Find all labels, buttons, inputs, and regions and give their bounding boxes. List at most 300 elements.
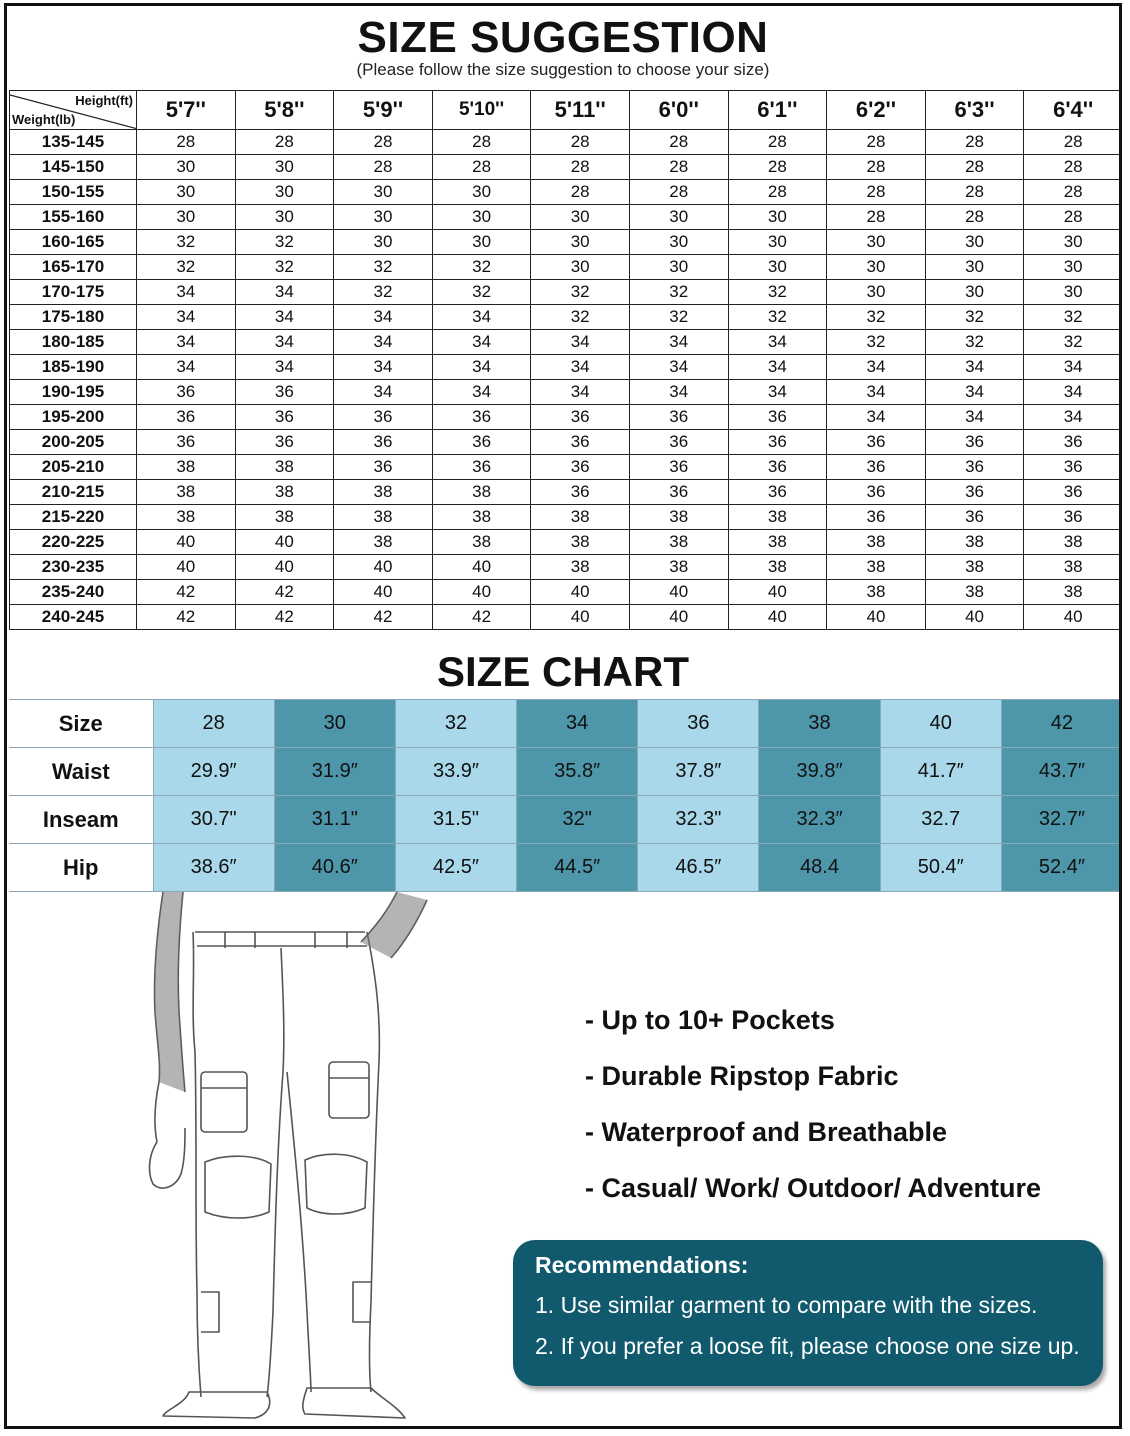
weight-range-cell: 165-170 (10, 255, 137, 280)
size-cell: 40 (334, 555, 433, 580)
weight-row (10, 455, 1123, 480)
weight-range-cell: 150-155 (10, 180, 137, 205)
size-cell: 40 (235, 555, 334, 580)
height-header: 5'7'' (137, 91, 236, 130)
weight-range-cell: 220-225 (10, 530, 137, 555)
weight-range-cell: 160-165 (10, 230, 137, 255)
size-cell: 36 (137, 380, 236, 405)
chart-value-cell: 41.7″ (880, 748, 1001, 796)
weight-row (10, 205, 1123, 230)
size-cell: 30 (531, 205, 630, 230)
size-cell: 36 (1024, 505, 1122, 530)
size-cell: 30 (334, 230, 433, 255)
weight-range-cell: 200-205 (10, 430, 137, 455)
size-cell: 42 (235, 580, 334, 605)
size-cell: 40 (728, 580, 827, 605)
chart-value-cell: 50.4″ (880, 844, 1001, 892)
recommendations-title: Recommendations: (535, 1252, 749, 1278)
size-cell: 28 (827, 205, 926, 230)
size-cell: 32 (531, 305, 630, 330)
size-cell: 30 (531, 255, 630, 280)
size-cell: 38 (629, 555, 728, 580)
size-cell: 36 (531, 405, 630, 430)
weight-row (10, 330, 1123, 355)
weight-range-cell: 190-195 (10, 380, 137, 405)
height-axis-label: Height(ft) (75, 93, 133, 108)
size-cell: 34 (827, 355, 926, 380)
height-header: 6'3'' (925, 91, 1024, 130)
size-cell: 30 (728, 205, 827, 230)
chart-value-cell: 38 (759, 700, 880, 748)
size-cell: 34 (334, 305, 433, 330)
size-cell: 30 (334, 205, 433, 230)
size-cell: 28 (728, 155, 827, 180)
size-cell: 32 (827, 330, 926, 355)
height-header: 6'4'' (1024, 91, 1122, 130)
size-suggestion-table (9, 90, 1122, 630)
size-cell: 28 (334, 155, 433, 180)
height-header: 5'10'' (432, 91, 531, 130)
chart-value-cell: 38.6″ (153, 844, 274, 892)
size-cell: 32 (827, 305, 926, 330)
weight-range-cell: 230-235 (10, 555, 137, 580)
size-cell: 36 (137, 405, 236, 430)
feature-item: - Up to 10+ Pockets (585, 1005, 835, 1035)
size-cell: 28 (925, 205, 1024, 230)
size-cell: 34 (235, 330, 334, 355)
size-cell: 38 (925, 530, 1024, 555)
weight-row (10, 555, 1123, 580)
size-cell: 38 (235, 505, 334, 530)
size-cell: 28 (531, 155, 630, 180)
feature-item: - Casual/ Work/ Outdoor/ Adventure (585, 1173, 1042, 1203)
chart-value-cell: 42.5″ (395, 844, 516, 892)
weight-row (10, 130, 1123, 155)
size-cell: 30 (432, 230, 531, 255)
size-cell: 40 (827, 605, 926, 630)
chart-row-label: Hip (9, 844, 153, 892)
size-cell: 32 (629, 280, 728, 305)
size-cell: 30 (137, 155, 236, 180)
size-cell: 40 (137, 555, 236, 580)
size-cell: 34 (137, 330, 236, 355)
size-cell: 40 (137, 530, 236, 555)
size-cell: 34 (137, 355, 236, 380)
size-cell: 28 (728, 180, 827, 205)
size-cell: 36 (629, 405, 728, 430)
recommendations-box (513, 1240, 1103, 1386)
size-cell: 30 (235, 205, 334, 230)
size-cell: 34 (334, 330, 433, 355)
size-cell: 32 (334, 280, 433, 305)
weight-range-cell: 215-220 (10, 505, 137, 530)
size-suggestion-title: SIZE SUGGESTION (357, 13, 769, 62)
size-cell: 32 (925, 330, 1024, 355)
size-cell: 30 (235, 155, 334, 180)
size-cell: 36 (1024, 430, 1122, 455)
chart-value-cell: 29.9″ (153, 748, 274, 796)
size-cell: 36 (629, 480, 728, 505)
size-cell: 36 (925, 455, 1024, 480)
chart-value-cell: 28 (153, 700, 274, 748)
chart-row-label: Size (9, 700, 153, 748)
size-cell: 28 (1024, 130, 1122, 155)
size-cell: 30 (827, 255, 926, 280)
chart-row-label: Waist (9, 748, 153, 796)
size-cell: 34 (1024, 405, 1122, 430)
size-cell: 28 (629, 180, 728, 205)
size-cell: 42 (235, 605, 334, 630)
size-cell: 38 (235, 480, 334, 505)
chart-value-cell: 33.9″ (395, 748, 516, 796)
size-cell: 30 (925, 230, 1024, 255)
weight-row (10, 530, 1123, 555)
size-cell: 30 (827, 230, 926, 255)
size-cell: 34 (629, 380, 728, 405)
size-cell: 34 (235, 280, 334, 305)
size-cell: 42 (334, 605, 433, 630)
recommendation-line: 1. Use similar garment to compare with the sizes. (535, 1292, 1038, 1318)
size-cell: 30 (1024, 280, 1122, 305)
size-cell: 38 (235, 455, 334, 480)
size-cell: 32 (728, 280, 827, 305)
size-cell: 38 (1024, 580, 1122, 605)
size-cell: 38 (334, 505, 433, 530)
chart-value-cell: 32" (517, 796, 638, 844)
size-cell: 30 (728, 255, 827, 280)
size-cell: 30 (925, 255, 1024, 280)
size-cell: 28 (1024, 205, 1122, 230)
chart-value-cell: 31.1" (274, 796, 395, 844)
size-cell: 40 (925, 605, 1024, 630)
size-cell: 34 (137, 305, 236, 330)
weight-range-cell: 135-145 (10, 130, 137, 155)
size-cell: 36 (925, 430, 1024, 455)
chart-value-cell: 48.4 (759, 844, 880, 892)
chart-value-cell: 46.5″ (638, 844, 759, 892)
model-sketch (135, 892, 435, 1422)
size-cell: 36 (432, 405, 531, 430)
size-cell: 34 (925, 355, 1024, 380)
size-cell: 38 (531, 505, 630, 530)
size-cell: 36 (629, 430, 728, 455)
size-cell: 28 (1024, 155, 1122, 180)
size-cell: 36 (235, 380, 334, 405)
height-header: 5'8'' (235, 91, 334, 130)
size-cell: 38 (925, 580, 1024, 605)
size-cell: 38 (925, 555, 1024, 580)
size-cell: 38 (432, 505, 531, 530)
size-cell: 32 (728, 305, 827, 330)
pants-model-illustration (135, 892, 435, 1422)
size-cell: 30 (629, 255, 728, 280)
chart-value-cell: 37.8″ (638, 748, 759, 796)
feature-item: - Durable Ripstop Fabric (585, 1061, 899, 1091)
size-cell: 34 (827, 405, 926, 430)
weight-row (10, 280, 1123, 305)
size-cell: 28 (827, 180, 926, 205)
size-cell: 34 (137, 280, 236, 305)
size-cell: 36 (925, 480, 1024, 505)
size-cell: 36 (235, 430, 334, 455)
size-cell: 28 (827, 130, 926, 155)
size-cell: 38 (334, 530, 433, 555)
size-cell: 32 (629, 305, 728, 330)
size-cell: 38 (531, 530, 630, 555)
size-cell: 36 (827, 455, 926, 480)
size-cell: 36 (827, 480, 926, 505)
size-cell: 38 (432, 530, 531, 555)
size-cell: 34 (1024, 355, 1122, 380)
size-cell: 30 (1024, 255, 1122, 280)
size-cell: 28 (629, 130, 728, 155)
size-cell: 28 (531, 130, 630, 155)
size-cell: 42 (137, 605, 236, 630)
size-cell: 32 (1024, 305, 1122, 330)
size-cell: 42 (137, 580, 236, 605)
size-cell: 30 (629, 230, 728, 255)
size-cell: 34 (531, 330, 630, 355)
size-cell: 38 (137, 505, 236, 530)
size-cell: 38 (629, 505, 728, 530)
weight-row (10, 155, 1123, 180)
size-cell: 36 (531, 430, 630, 455)
chart-value-cell: 31.5" (395, 796, 516, 844)
size-cell: 28 (728, 130, 827, 155)
chart-value-cell: 30.7" (153, 796, 274, 844)
size-cell: 38 (827, 530, 926, 555)
size-cell: 32 (1024, 330, 1122, 355)
size-cell: 34 (432, 330, 531, 355)
size-cell: 34 (728, 380, 827, 405)
size-cell: 36 (432, 430, 531, 455)
size-cell: 36 (531, 480, 630, 505)
size-cell: 36 (334, 405, 433, 430)
weight-range-cell: 195-200 (10, 405, 137, 430)
size-cell: 34 (728, 330, 827, 355)
size-cell: 40 (1024, 605, 1122, 630)
size-cell: 40 (629, 605, 728, 630)
size-cell: 36 (432, 455, 531, 480)
size-cell: 32 (137, 255, 236, 280)
size-cell: 40 (629, 580, 728, 605)
size-cell: 30 (925, 280, 1024, 305)
size-cell: 34 (629, 330, 728, 355)
size-cell: 38 (334, 480, 433, 505)
size-cell: 36 (827, 505, 926, 530)
size-cell: 36 (728, 430, 827, 455)
size-chart-title: SIZE CHART (437, 648, 689, 695)
weight-range-cell: 180-185 (10, 330, 137, 355)
weight-range-cell: 185-190 (10, 355, 137, 380)
size-cell: 40 (728, 605, 827, 630)
chart-row-waist (9, 748, 1122, 796)
weight-row (10, 380, 1123, 405)
chart-value-cell: 44.5″ (517, 844, 638, 892)
weight-range-cell: 210-215 (10, 480, 137, 505)
size-cell: 28 (432, 130, 531, 155)
size-chart-body (9, 700, 1122, 892)
size-cell: 36 (1024, 455, 1122, 480)
size-cell: 36 (137, 430, 236, 455)
size-cell: 38 (1024, 530, 1122, 555)
chart-value-cell: 36 (638, 700, 759, 748)
chart-value-cell: 32.3″ (759, 796, 880, 844)
chart-row-inseam (9, 796, 1122, 844)
size-cell: 38 (728, 555, 827, 580)
size-cell: 34 (827, 380, 926, 405)
size-cell: 30 (1024, 230, 1122, 255)
weight-row (10, 405, 1123, 430)
size-cell: 36 (235, 405, 334, 430)
size-cell: 28 (925, 180, 1024, 205)
weight-row (10, 605, 1123, 630)
size-suggestion-body (10, 130, 1123, 630)
size-cell: 38 (827, 555, 926, 580)
chart-row-label: Inseam (9, 796, 153, 844)
size-cell: 34 (728, 355, 827, 380)
size-cell: 32 (235, 230, 334, 255)
size-cell: 28 (432, 155, 531, 180)
size-cell: 38 (728, 505, 827, 530)
size-cell: 36 (728, 405, 827, 430)
weight-row (10, 580, 1123, 605)
size-cell: 28 (137, 130, 236, 155)
chart-row-hip (9, 844, 1122, 892)
size-cell: 38 (827, 580, 926, 605)
chart-value-cell: 31.9″ (274, 748, 395, 796)
size-cell: 36 (334, 430, 433, 455)
weight-range-cell: 145-150 (10, 155, 137, 180)
size-cell: 32 (137, 230, 236, 255)
size-cell: 30 (728, 230, 827, 255)
recommendation-line: 2. If you prefer a loose fit, please choose one size up. (535, 1333, 1080, 1359)
size-cell: 34 (531, 355, 630, 380)
size-cell: 40 (432, 555, 531, 580)
weight-row (10, 230, 1123, 255)
size-cell: 34 (531, 380, 630, 405)
size-cell: 30 (334, 180, 433, 205)
size-cell: 28 (925, 155, 1024, 180)
size-cell: 30 (137, 180, 236, 205)
size-cell: 34 (235, 355, 334, 380)
chart-value-cell: 43.7″ (1001, 748, 1122, 796)
weight-row (10, 505, 1123, 530)
size-cell: 28 (334, 130, 433, 155)
size-cell: 38 (137, 455, 236, 480)
height-header: 6'0'' (629, 91, 728, 130)
size-suggestion-subtitle: (Please follow the size suggestion to choose your size) (356, 60, 770, 79)
weight-range-cell: 175-180 (10, 305, 137, 330)
size-cell: 36 (827, 430, 926, 455)
weight-range-cell: 205-210 (10, 455, 137, 480)
size-cell: 34 (925, 405, 1024, 430)
size-cell: 32 (235, 255, 334, 280)
weight-row (10, 430, 1123, 455)
size-cell: 38 (1024, 555, 1122, 580)
size-cell: 38 (728, 530, 827, 555)
size-cell: 36 (334, 455, 433, 480)
size-cell: 34 (334, 355, 433, 380)
weight-row (10, 180, 1123, 205)
size-cell: 32 (531, 280, 630, 305)
weight-row (10, 255, 1123, 280)
height-header: 5'9'' (334, 91, 433, 130)
chart-value-cell: 42 (1001, 700, 1122, 748)
weight-range-cell: 155-160 (10, 205, 137, 230)
size-cell: 40 (531, 580, 630, 605)
chart-value-cell: 32.7 (880, 796, 1001, 844)
size-cell: 30 (629, 205, 728, 230)
chart-value-cell: 39.8″ (759, 748, 880, 796)
weight-row (10, 305, 1123, 330)
size-cell: 34 (1024, 380, 1122, 405)
size-cell: 36 (728, 455, 827, 480)
chart-value-cell: 32.3" (638, 796, 759, 844)
table-corner-cell (10, 91, 137, 130)
size-cell: 32 (334, 255, 433, 280)
size-cell: 36 (925, 505, 1024, 530)
size-cell: 38 (629, 530, 728, 555)
size-cell: 40 (235, 530, 334, 555)
weight-range-cell: 235-240 (10, 580, 137, 605)
chart-value-cell: 32.7″ (1001, 796, 1122, 844)
size-cell: 30 (432, 180, 531, 205)
chart-value-cell: 35.8″ (517, 748, 638, 796)
size-cell: 28 (1024, 180, 1122, 205)
size-cell: 28 (827, 155, 926, 180)
size-cell: 34 (334, 380, 433, 405)
chart-row-size (9, 700, 1122, 748)
height-header: 5'11'' (531, 91, 630, 130)
size-cell: 30 (235, 180, 334, 205)
size-cell: 40 (334, 580, 433, 605)
weight-axis-label: Weight(lb) (12, 112, 76, 127)
height-header: 6'1'' (728, 91, 827, 130)
size-cell: 30 (531, 230, 630, 255)
size-cell: 34 (925, 380, 1024, 405)
weight-row (10, 355, 1123, 380)
chart-value-cell: 40.6″ (274, 844, 395, 892)
size-cell: 42 (432, 605, 531, 630)
size-cell: 32 (432, 280, 531, 305)
size-cell: 34 (432, 355, 531, 380)
weight-range-cell: 170-175 (10, 280, 137, 305)
weight-range-cell: 240-245 (10, 605, 137, 630)
size-cell: 40 (432, 580, 531, 605)
size-cell: 32 (432, 255, 531, 280)
height-header-row (10, 91, 1123, 130)
size-cell: 32 (925, 305, 1024, 330)
chart-value-cell: 40 (880, 700, 1001, 748)
size-cell: 40 (531, 605, 630, 630)
size-cell: 36 (531, 455, 630, 480)
feature-item: - Waterproof and Breathable (585, 1117, 948, 1147)
size-cell: 34 (629, 355, 728, 380)
size-cell: 38 (531, 555, 630, 580)
size-cell: 28 (629, 155, 728, 180)
size-cell: 34 (235, 305, 334, 330)
size-cell: 30 (137, 205, 236, 230)
size-chart-table (9, 699, 1122, 892)
size-cell: 34 (432, 380, 531, 405)
size-cell: 38 (137, 480, 236, 505)
chart-value-cell: 32 (395, 700, 516, 748)
chart-value-cell: 30 (274, 700, 395, 748)
size-cell: 34 (432, 305, 531, 330)
size-cell: 38 (432, 480, 531, 505)
size-cell: 28 (925, 130, 1024, 155)
